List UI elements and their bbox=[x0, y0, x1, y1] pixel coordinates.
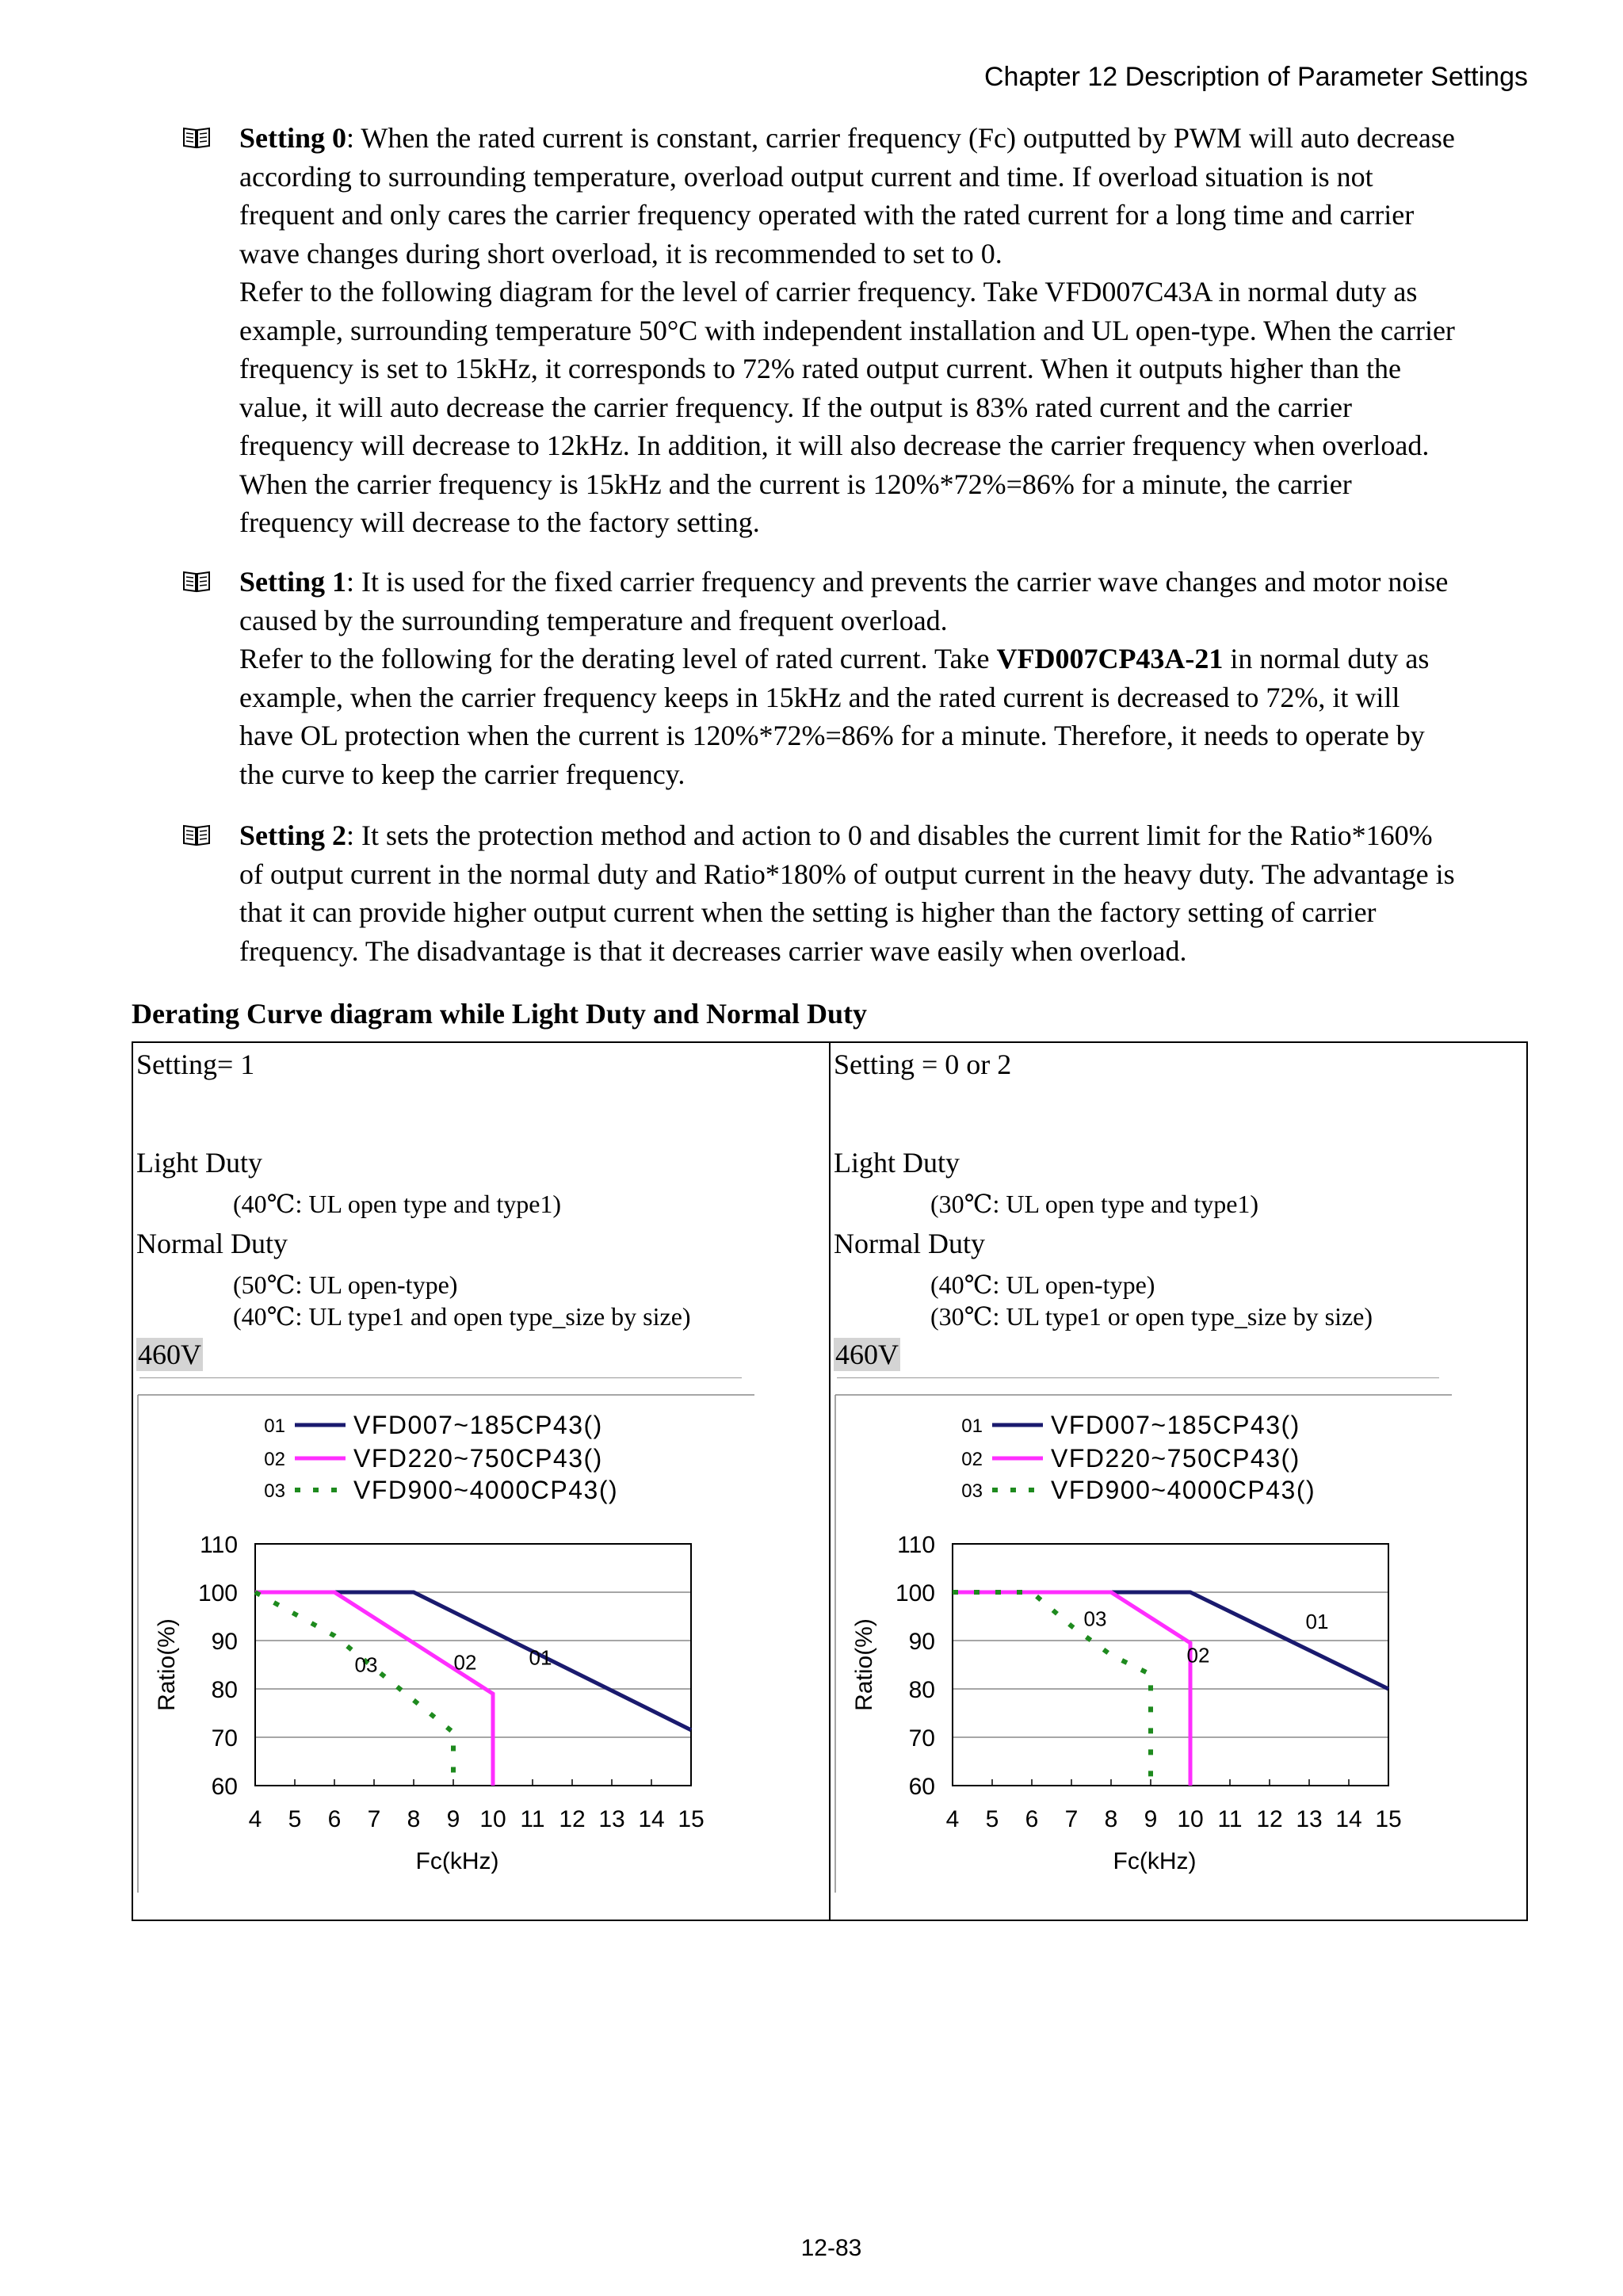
text-line: wave changes during short overload, it is recommended to set to 0. bbox=[239, 237, 1002, 269]
series-annotation-03: 03 bbox=[354, 1652, 378, 1677]
text-line: : When the rated current is constant, carrier frequency (Fc) outputted by PWM will auto decrease bbox=[346, 122, 1455, 154]
text-line: Refer to the following diagram for the level of carrier frequency. Take VFD007C43A in normal duty as bbox=[239, 276, 1418, 308]
normal-duty-label: Normal Duty bbox=[136, 1228, 288, 1259]
text-line: that it can provide higher output current when the setting is higher than the factory setting of carrier bbox=[239, 896, 1377, 928]
text-line: in normal duty as bbox=[1223, 643, 1430, 674]
y-tick-label: 80 bbox=[908, 1677, 935, 1703]
x-tick-label: 7 bbox=[1064, 1806, 1079, 1832]
page-header: Chapter 12 Description of Parameter Settings bbox=[983, 62, 1528, 92]
text-line: the curve to keep the carrier frequency. bbox=[239, 758, 685, 790]
legend-label: VFD007~185CP43() bbox=[1051, 1411, 1300, 1439]
x-tick-label: 13 bbox=[598, 1806, 625, 1832]
setting-2-label: Setting 2 bbox=[239, 819, 346, 851]
light-duty-note: (30℃: UL open type and type1) bbox=[930, 1190, 1259, 1218]
legend-label: VFD220~750CP43() bbox=[1051, 1444, 1300, 1473]
text-line: When the carrier frequency is 15kHz and the current is 120%*72%=86% for a minute, the carrier bbox=[239, 468, 1352, 500]
legend-code: 02 bbox=[961, 1449, 983, 1470]
x-tick-label: 11 bbox=[520, 1806, 545, 1832]
y-tick-label: 60 bbox=[211, 1774, 238, 1800]
text-line: example, surrounding temperature 50°C with independent installation and UL open-type. When the carrier bbox=[239, 314, 1455, 346]
x-tick-label: 8 bbox=[1104, 1806, 1118, 1832]
text-line: of output current in the normal duty and Ratio*180% of output current in the heavy duty. The advantage is bbox=[239, 858, 1455, 890]
setting-0-paragraph bbox=[184, 119, 1531, 542]
text-line: : It sets the protection method and action to 0 and disables the current limit for the Ratio*160% bbox=[346, 819, 1433, 851]
y-tick-label: 110 bbox=[200, 1532, 238, 1558]
text-line: have OL protection when the current is 120%*72%=86% for a minute. Therefore, it needs to operate by bbox=[239, 720, 1425, 751]
y-tick-label: 80 bbox=[211, 1677, 238, 1703]
normal-duty-note-1: (50℃: UL open-type) bbox=[233, 1270, 458, 1299]
setting-1-paragraph bbox=[184, 563, 1531, 793]
x-tick-label: 15 bbox=[1375, 1806, 1402, 1832]
book-icon bbox=[182, 569, 211, 593]
x-tick-label: 15 bbox=[678, 1806, 705, 1832]
legend-label: VFD900~4000CP43() bbox=[353, 1476, 619, 1504]
x-tick-label: 4 bbox=[945, 1806, 960, 1832]
x-tick-label: 5 bbox=[985, 1806, 999, 1832]
normal-duty-note-1: (40℃: UL open-type) bbox=[930, 1270, 1155, 1299]
y-tick-label: 110 bbox=[897, 1532, 935, 1558]
y-tick-label: 100 bbox=[197, 1580, 238, 1606]
derating-chart-setting-1 bbox=[136, 1393, 818, 1901]
panel-setting-0-or-2 bbox=[831, 1045, 1525, 1916]
x-tick-label: 8 bbox=[407, 1806, 421, 1832]
series-annotation-02: 02 bbox=[453, 1650, 477, 1675]
legend-code: 01 bbox=[264, 1415, 285, 1437]
light-duty-label: Light Duty bbox=[834, 1147, 960, 1179]
y-tick-label: 70 bbox=[211, 1725, 238, 1752]
x-tick-label: 12 bbox=[1256, 1806, 1283, 1832]
y-tick-label: 100 bbox=[895, 1580, 935, 1606]
book-icon bbox=[182, 125, 211, 149]
x-tick-label: 12 bbox=[559, 1806, 586, 1832]
text-line: example, when the carrier frequency keeps in 15kHz and the rated current is decreased to 72%, it will bbox=[239, 681, 1400, 713]
text-line: : It is used for the fixed carrier frequency and prevents the carrier wave changes and motor noise bbox=[346, 566, 1449, 598]
plot-area bbox=[953, 1544, 1388, 1786]
voltage-label: 460V bbox=[138, 1339, 201, 1370]
y-axis-label: Ratio(%) bbox=[154, 1618, 180, 1711]
legend-label: VFD007~185CP43() bbox=[353, 1411, 603, 1439]
y-tick-label: 90 bbox=[211, 1629, 238, 1655]
x-tick-label: 7 bbox=[367, 1806, 381, 1832]
section-title: Derating Curve diagram while Light Duty and Normal Duty bbox=[132, 998, 867, 1030]
series-annotation-02: 02 bbox=[1186, 1643, 1210, 1668]
x-tick-label: 14 bbox=[1335, 1806, 1362, 1832]
x-axis-label: Fc(kHz) bbox=[1113, 1848, 1197, 1874]
x-tick-label: 6 bbox=[327, 1806, 342, 1832]
text-line: according to surrounding temperature, overload output current and time. If overload situation is not bbox=[239, 160, 1373, 193]
x-tick-label: 9 bbox=[446, 1806, 460, 1832]
book-icon bbox=[182, 823, 211, 846]
x-tick-label: 4 bbox=[248, 1806, 262, 1832]
model-number: VFD007CP43A-21 bbox=[996, 643, 1224, 674]
light-duty-label: Light Duty bbox=[136, 1147, 262, 1179]
legend-label: VFD900~4000CP43() bbox=[1051, 1476, 1316, 1504]
x-tick-label: 13 bbox=[1296, 1806, 1323, 1832]
legend-label: VFD220~750CP43() bbox=[353, 1444, 603, 1473]
derating-chart-setting-0-or-2 bbox=[834, 1393, 1515, 1901]
legend-code: 02 bbox=[264, 1449, 285, 1470]
text-line: frequency is set to 15kHz, it corresponds to 72% rated output current. When it outputs higher than the bbox=[239, 353, 1401, 384]
normal-duty-note-2: (30℃: UL type1 or open type_size by size) bbox=[930, 1302, 1373, 1331]
divider bbox=[139, 1377, 742, 1378]
setting-1-label: Setting 1 bbox=[239, 566, 346, 598]
series-annotation-03: 03 bbox=[1083, 1606, 1107, 1631]
panel-setting-label: Setting= 1 bbox=[136, 1049, 255, 1080]
series-annotation-01: 01 bbox=[529, 1645, 552, 1670]
setting-0-label: Setting 0 bbox=[239, 122, 346, 154]
x-tick-label: 9 bbox=[1144, 1806, 1158, 1832]
voltage-label: 460V bbox=[835, 1339, 899, 1370]
text-line: value, it will auto decrease the carrier frequency. If the output is 83% rated current and the carrier bbox=[239, 391, 1352, 423]
text-line: frequency will decrease to 12kHz. In addition, it will also decrease the carrier frequency when overload. bbox=[239, 430, 1430, 461]
x-tick-label: 6 bbox=[1025, 1806, 1039, 1832]
text-line: caused by the surrounding temperature and frequent overload. bbox=[239, 604, 948, 636]
x-tick-label: 10 bbox=[1177, 1806, 1204, 1832]
text-line: Refer to the following for the derating level of rated current. Take bbox=[239, 643, 997, 674]
x-tick-label: 5 bbox=[288, 1806, 302, 1832]
normal-duty-label: Normal Duty bbox=[834, 1228, 985, 1259]
y-axis-label: Ratio(%) bbox=[851, 1618, 877, 1711]
setting-2-paragraph bbox=[184, 816, 1531, 970]
light-duty-note: (40℃: UL open type and type1) bbox=[233, 1190, 562, 1218]
x-axis-label: Fc(kHz) bbox=[415, 1848, 499, 1874]
x-tick-label: 11 bbox=[1217, 1806, 1243, 1832]
text-line: frequency. The disadvantage is that it decreases carrier wave easily when overload. bbox=[239, 934, 1187, 967]
normal-duty-note-2: (40℃: UL type1 and open type_size by size) bbox=[233, 1302, 691, 1331]
series-annotation-01: 01 bbox=[1305, 1609, 1329, 1633]
legend-code: 03 bbox=[264, 1480, 285, 1502]
x-tick-label: 10 bbox=[479, 1806, 506, 1832]
page-number: 12-83 bbox=[800, 2235, 862, 2261]
x-tick-label: 14 bbox=[638, 1806, 665, 1832]
divider bbox=[837, 1377, 1439, 1378]
y-tick-label: 60 bbox=[908, 1774, 935, 1800]
legend-code: 01 bbox=[961, 1415, 983, 1437]
y-tick-label: 90 bbox=[908, 1629, 935, 1655]
text-line: frequency will decrease to the factory setting. bbox=[239, 506, 760, 538]
text-line: frequent and only cares the carrier frequency operated with the rated current for a long time and carrier bbox=[239, 199, 1415, 231]
panel-setting-1 bbox=[133, 1045, 827, 1916]
legend-code: 03 bbox=[961, 1480, 983, 1502]
panel-setting-label: Setting = 0 or 2 bbox=[834, 1049, 1012, 1080]
y-tick-label: 70 bbox=[908, 1725, 935, 1752]
